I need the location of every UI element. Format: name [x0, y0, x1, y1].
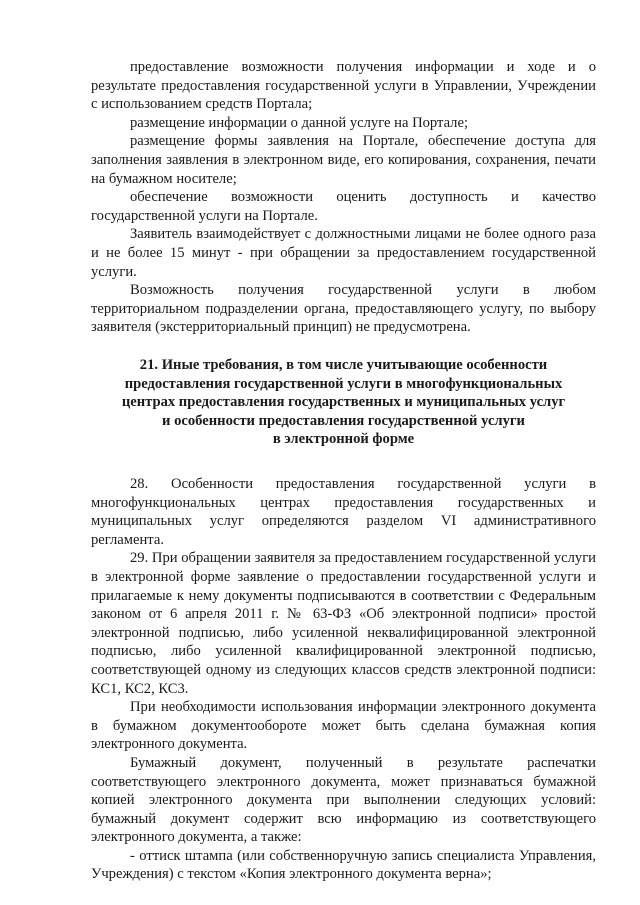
paragraph-extraterritorial: Возможность получения государственной услуги в любом территориальном подразделении органа, предоставляющего услугу, по выбору заявителя (экстерриториальный принцип) не предусмотрена.: [91, 282, 596, 336]
top-text-block: [91, 58, 596, 337]
heading-line: центрах предоставления государственных и муниципальных услуг: [121, 394, 566, 411]
heading-line: предоставления государственной услуги в многофункциональных: [124, 375, 563, 392]
paragraph-paper-copy: При необходимости использования информации электронного документа в бумажном документообороте может быть сделана бумажная копия электронного документа.: [91, 699, 596, 753]
bottom-text-block: [91, 475, 596, 884]
paragraph-paper-conditions: Бумажный документ, полученный в результате распечатки соответствующего электронного документа, может признаваться бумажной копией электронного документа при выполнении следующих условий: бумажный документ содержит всю информацию из соответствующего электронного документа, а также:: [91, 754, 596, 846]
paragraph-portal-info: предоставление возможности получения информации и ходе и о результате предоставления государственной услуги в Управлении, Учреждении с использованием средств Портала;: [91, 59, 596, 113]
paragraph-quality-assessment: обеспечение возможности оценить доступность и качество государственной услуги на Портале.: [91, 189, 596, 224]
paragraph-service-info: размещение информации о данной услуге на Портале;: [130, 114, 468, 131]
heading-line: в электронной форме: [272, 431, 415, 448]
heading-line: 21. Иные требования, в том числе учитывающие особенности: [139, 357, 548, 373]
heading-line: и особенности предоставления государственной услуги: [162, 412, 525, 429]
paragraph-application-form: размещение формы заявления на Портале, обеспечение доступа для заполнения заявления в электронном виде, его копирования, сохранения, печати на бумажном носителе;: [91, 133, 596, 187]
paragraph-interaction-limit: Заявитель взаимодействует с должностными лицами не более одного раза и не более 15 минут - при обращении за предоставлением государственной услуги.: [91, 226, 596, 280]
paragraph-29: 29. При обращении заявителя за предоставлением государственной услуги в электронной форме заявление о предоставлении государственной услуги и прилагаемые к нему документы подписываются в соответствии с Федеральным законом от 6 апреля 2011 г. № 63-ФЗ «Об электронной подписи» простой электронной подписью, либо усиленной неквалифицированной электронной подписью, либо усиленной квалифицированной электронной подписью, соответствующей одному из следующих классов средств электронной подписи: КС1, КС2, КС3.: [91, 550, 596, 697]
paragraph-stamp: - оттиск штампа (или собственноручную запись специалиста Управления, Учреждения) с текстом «Копия электронного документа верна»;: [91, 847, 596, 883]
section-heading: [91, 356, 596, 449]
paragraph-28: 28. Особенности предоставления государственной услуги в многофункциональных центрах предоставления государственных и муниципальных услуг определяются разделом VI административного регламента.: [91, 476, 596, 548]
